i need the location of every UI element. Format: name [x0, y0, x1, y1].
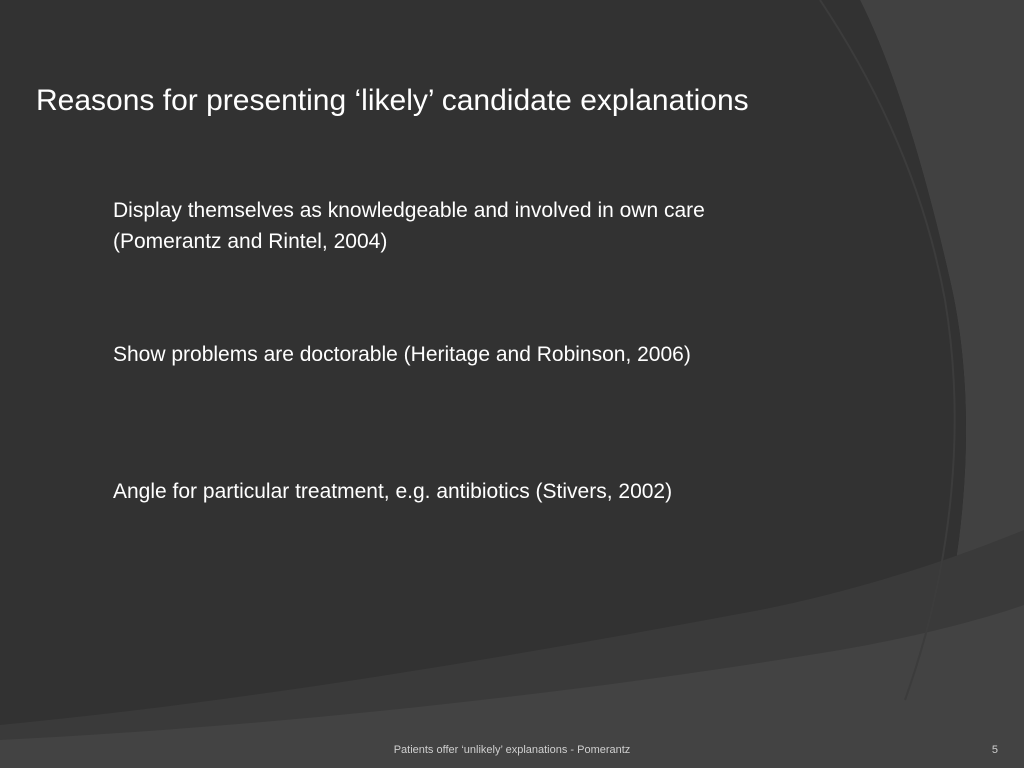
bullet-text-line: Show problems are doctorable (Heritage and Robinson, 2006) [113, 343, 691, 366]
bullet-text-line: Angle for particular treatment, e.g. antibiotics (Stivers, 2002) [113, 480, 673, 503]
bullet-text-line: (Pomerantz and Rintel, 2004) [113, 230, 388, 253]
page-number: 5 [991, 744, 998, 756]
bullet-item-3 [113, 476, 672, 507]
bullet-item-2 [113, 339, 691, 370]
slide-footer: Patients offer ‘unlikely’ explanations - Pomerantz [393, 744, 631, 756]
slide-title: Reasons for presenting ‘likely’ candidate explanations [36, 84, 749, 117]
bullet-item-1 [113, 195, 705, 257]
bullet-text-line: Display themselves as knowledgeable and involved in own care [113, 199, 705, 222]
